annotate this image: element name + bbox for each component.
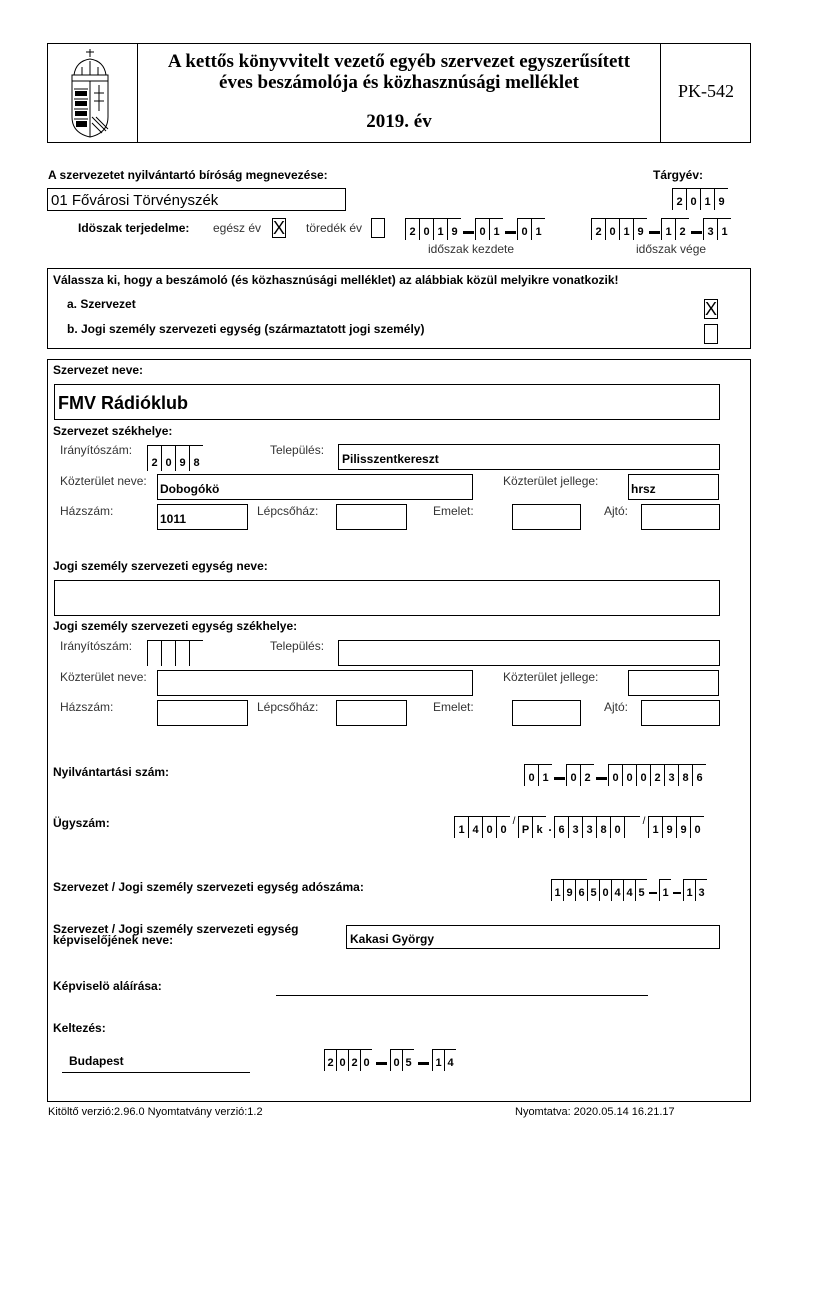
org-seat-label: Szervezet székhelye: — [53, 424, 173, 438]
digit-cell: 9 — [662, 816, 676, 838]
org-house-field[interactable] — [157, 504, 248, 530]
period-start-caption: időszak kezdete — [428, 242, 515, 256]
org-street-type-field[interactable] — [628, 474, 719, 500]
digit-cell: 2 — [348, 1049, 360, 1071]
digit-cell: 1 — [619, 218, 633, 240]
dating-place-line — [62, 1072, 250, 1073]
scope-option-a-checkbox[interactable]: X — [705, 299, 718, 319]
representative-label-line2: képviselőjének neve: — [53, 933, 174, 947]
footer-printed: Nyomtatva: 2020.05.14 16.21.17 — [515, 1106, 675, 1118]
digit-cell: 1 — [454, 816, 468, 838]
org-stairs-field[interactable] — [336, 504, 407, 530]
unit-floor-field[interactable] — [512, 700, 581, 726]
digit-cell: 0 — [608, 764, 622, 786]
digit-cell: 2 — [591, 218, 605, 240]
digit-cell: P — [518, 816, 532, 838]
digit-cell: 1 — [648, 816, 662, 838]
digit-cell: 3 — [664, 764, 678, 786]
digit-cell: 0 — [482, 816, 496, 838]
subject-year-digits[interactable] — [672, 188, 728, 210]
dash-separator — [461, 218, 475, 240]
digit-cell: 9 — [714, 188, 728, 210]
dash-separator — [689, 218, 703, 240]
digit-cell: 9 — [676, 816, 690, 838]
form-code: PK-542 — [677, 81, 734, 101]
digit-cell: 1 — [489, 218, 503, 240]
tax-number-label: Szervezet / Jogi személy szervezeti egység adószáma: — [53, 880, 364, 894]
digit-cell: 6 — [575, 879, 587, 901]
unit-door-field[interactable] — [641, 700, 720, 726]
digit-cell: 0 — [360, 1049, 372, 1071]
dash-separator — [414, 1049, 432, 1071]
digit-cell — [147, 640, 161, 666]
digit-cell: 5 — [635, 879, 647, 901]
digit-cell: 3 — [703, 218, 717, 240]
digit-cell: 4 — [468, 816, 482, 838]
period-label: Idöszak terjedelme: — [78, 221, 190, 235]
form-year: 2019. év — [366, 111, 432, 132]
org-stairs-label: Lépcsőház: — [257, 504, 319, 518]
digit-cell: 0 — [475, 218, 489, 240]
digit-cell: 1 — [432, 1049, 444, 1071]
org-name-field[interactable] — [54, 384, 720, 420]
signature-line[interactable] — [276, 995, 648, 996]
registration-label: Nyilvántartási szám: — [53, 765, 170, 779]
whole-year-label: egész év — [213, 221, 262, 235]
digit-cell: 1 — [700, 188, 714, 210]
digit-cell: 3 — [582, 816, 596, 838]
org-street-field[interactable] — [157, 474, 473, 500]
dash-separator — [372, 1049, 390, 1071]
org-floor-label: Emelet: — [433, 504, 474, 518]
unit-house-field[interactable] — [157, 700, 248, 726]
representative-name-value: Kakasi György — [350, 932, 435, 946]
unit-seat-label: Jogi személy szervezeti egység székhelye: — [53, 619, 298, 633]
signature-label: Képviselö aláírása: — [53, 979, 162, 993]
unit-street-type-field[interactable] — [628, 670, 719, 696]
scope-question: Válassza ki, hogy a beszámoló (és közhasznúsági melléklet) az alábbiak közül melyikre vonatkozik! — [53, 273, 619, 287]
digit-cell: 9 — [563, 879, 575, 901]
tax-number[interactable] — [551, 879, 707, 901]
digit-cell: 9 — [175, 445, 189, 471]
digit-cell: 4 — [611, 879, 623, 901]
digit-cell: 8 — [596, 816, 610, 838]
digit-cell — [624, 816, 640, 838]
period-end-date[interactable] — [591, 218, 731, 240]
org-door-label: Ajtó: — [604, 504, 629, 518]
digit-cell: 6 — [692, 764, 706, 786]
registration-number[interactable] — [524, 764, 706, 786]
digit-cell: 0 — [686, 188, 700, 210]
digit-cell: 0 — [599, 879, 611, 901]
digit-cell: 0 — [636, 764, 650, 786]
org-zip-field[interactable] — [147, 445, 203, 471]
representative-label-line1: Szervezet / Jogi személy szervezeti egység — [53, 922, 299, 936]
dash-separator — [594, 764, 608, 786]
org-street-type-value: hrsz — [631, 482, 656, 496]
digit-cell: 3 — [695, 879, 707, 901]
partial-year-checkbox[interactable] — [371, 218, 385, 238]
org-name-label: Szervezet neve: — [53, 363, 144, 377]
digit-cell: 1 — [538, 764, 552, 786]
footer-versions: Kitöltő verzió:2.96.0 Nyomtatvány verzió:1.2 — [48, 1106, 263, 1118]
org-floor-field[interactable] — [512, 504, 581, 530]
scope-option-b-label: b. Jogi személy szervezeti egység (származtatott jogi személy) — [67, 322, 425, 336]
digit-cell: 0 — [496, 816, 510, 838]
unit-zip-label: Irányítószám: — [60, 639, 133, 653]
digit-cell: 2 — [650, 764, 664, 786]
court-label: A szervezetet nyilvántartó bíróság megnevezése: — [48, 168, 328, 182]
unit-zip-field[interactable] — [147, 640, 203, 666]
unit-name-label: Jogi személy szervezeti egység neve: — [53, 559, 268, 573]
unit-street-type-label: Közterület jellege: — [503, 670, 599, 684]
digit-cell: 2 — [405, 218, 419, 240]
org-door-field[interactable] — [641, 504, 720, 530]
dot-separator: . — [548, 820, 552, 834]
unit-street-label: Közterület neve: — [60, 670, 147, 684]
digit-cell: 0 — [336, 1049, 348, 1071]
digit-cell: 4 — [444, 1049, 456, 1071]
form-title-line2: éves beszámolója és közhasznúsági melléklet — [219, 72, 579, 93]
digit-cell: 0 — [419, 218, 433, 240]
digit-cell — [161, 640, 175, 666]
digit-cell: 0 — [690, 816, 704, 838]
digit-cell: 9 — [633, 218, 647, 240]
org-house-label: Házszám: — [60, 504, 114, 518]
digit-cell: 1 — [683, 879, 695, 901]
court-field[interactable] — [47, 188, 346, 211]
digit-cell: 1 — [531, 218, 545, 240]
scope-option-a-label: a. Szervezet — [67, 297, 136, 311]
court-value: 01 Fővárosi Törvényszék — [51, 192, 219, 209]
org-street-value: Dobogókö — [160, 482, 220, 496]
unit-house-label: Házszám: — [60, 700, 114, 714]
org-street-type-label: Közterület jellege: — [503, 474, 599, 488]
org-city-field[interactable] — [338, 444, 720, 470]
digit-cell: 3 — [568, 816, 582, 838]
org-street-label: Közterület neve: — [60, 474, 147, 488]
unit-street-field[interactable] — [157, 670, 473, 696]
digit-cell: 8 — [678, 764, 692, 786]
digit-cell: 1 — [551, 879, 563, 901]
digit-cell: 2 — [675, 218, 689, 240]
digit-cell: 0 — [517, 218, 531, 240]
digit-cell: 0 — [161, 445, 175, 471]
digit-cell — [175, 640, 189, 666]
digit-cell: 0 — [605, 218, 619, 240]
org-city-label: Település: — [270, 443, 325, 457]
dating-label: Keltezés: — [53, 1021, 106, 1035]
subject-year-label: Tárgyév: — [653, 168, 704, 182]
dash-separator — [671, 879, 683, 901]
dash-separator — [503, 218, 517, 240]
digit-cell: 5 — [587, 879, 599, 901]
period-end-caption: időszak vége — [636, 242, 707, 256]
digit-cell: 2 — [672, 188, 686, 210]
dating-place[interactable]: Budapest — [69, 1054, 124, 1068]
scope-option-b-checkbox[interactable] — [704, 324, 718, 344]
unit-floor-label: Emelet: — [433, 700, 474, 714]
slash-separator: / — [642, 816, 646, 827]
coat-of-arms-icon — [66, 47, 114, 139]
digit-cell: 2 — [324, 1049, 336, 1071]
digit-cell: 0 — [524, 764, 538, 786]
digit-cell: 5 — [402, 1049, 414, 1071]
digit-cell: 0 — [610, 816, 624, 838]
unit-door-label: Ajtó: — [604, 700, 629, 714]
digit-cell: 2 — [580, 764, 594, 786]
representative-name-field[interactable] — [346, 925, 720, 949]
digit-cell: 2 — [147, 445, 161, 471]
digit-cell: 1 — [661, 218, 675, 240]
whole-year-checkbox[interactable]: X — [273, 218, 286, 238]
digit-cell: 0 — [390, 1049, 402, 1071]
dash-separator — [647, 879, 659, 901]
period-start-date[interactable] — [405, 218, 545, 240]
digit-cell: 1 — [659, 879, 671, 901]
org-city-value: Pilisszentkereszt — [342, 452, 439, 466]
unit-stairs-field[interactable] — [336, 700, 407, 726]
slash-separator: / — [512, 816, 516, 827]
unit-city-field[interactable] — [338, 640, 720, 666]
digit-cell: 6 — [554, 816, 568, 838]
unit-name-field[interactable] — [54, 580, 720, 616]
unit-city-label: Település: — [270, 639, 325, 653]
digit-cell: 8 — [189, 445, 203, 471]
case-number[interactable] — [454, 816, 704, 838]
digit-cell — [189, 640, 203, 666]
form-title-line1: A kettős könyvvitelt vezető egyéb szervezet egyszerűsített — [167, 51, 631, 72]
org-zip-label: Irányítószám: — [60, 443, 133, 457]
org-name-value: FMV Rádióklub — [58, 393, 188, 413]
digit-cell: 4 — [623, 879, 635, 901]
dash-separator — [647, 218, 661, 240]
digit-cell: 1 — [717, 218, 731, 240]
digit-cell: 9 — [447, 218, 461, 240]
digit-cell: 0 — [566, 764, 580, 786]
unit-stairs-label: Lépcsőház: — [257, 700, 319, 714]
digit-cell: 1 — [433, 218, 447, 240]
digit-cell: k — [532, 816, 546, 838]
org-house-value: 1011 — [160, 512, 187, 526]
dash-separator — [552, 764, 566, 786]
digit-cell: 0 — [622, 764, 636, 786]
partial-year-label: töredék év — [306, 221, 363, 235]
dating-date[interactable] — [324, 1049, 456, 1071]
case-number-label: Ügyszám: — [53, 816, 110, 830]
